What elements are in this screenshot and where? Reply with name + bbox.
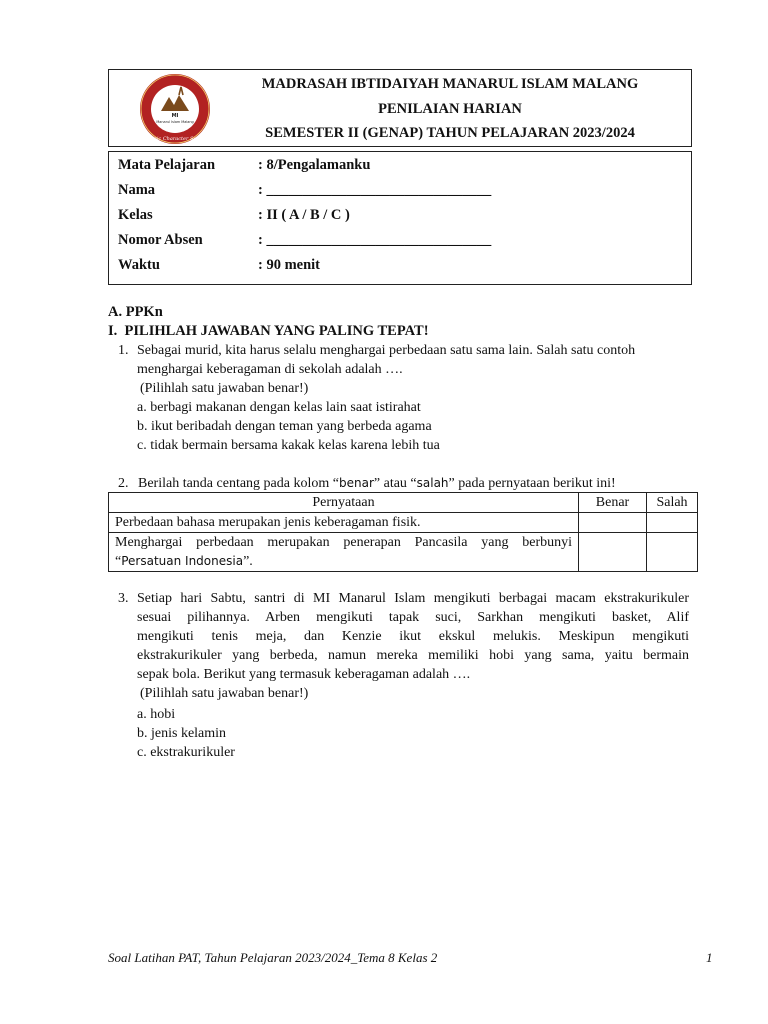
answer-option[interactable]: b. ikut beribadah dengan teman yang berbeda agama <box>137 419 432 434</box>
word-salah: salah <box>416 476 449 490</box>
question-text: sepak bola. Berikut yang termasuk keberagaman adalah …. <box>137 667 471 682</box>
statement-cell: Perbedaan bahasa merupakan jenis keberagaman fisik. <box>109 513 579 533</box>
footer-text: Soal Latihan PAT, Tahun Pelajaran 2023/2024_Tema 8 Kelas 2 <box>108 950 438 965</box>
question-text: ekstrakurikuler yang berbeda, namun mereka memiliki hobi yang sama, yaitu bermain <box>137 648 689 663</box>
answer-option[interactable]: b. jenis kelamin <box>137 726 227 741</box>
salah-checkbox-cell[interactable] <box>647 513 698 533</box>
part-heading: I. PILIHLAH JAWABAN YANG PALING TEPAT! <box>108 323 429 339</box>
benar-checkbox-cell[interactable] <box>579 533 647 572</box>
section-heading: A. PPKn <box>108 304 163 320</box>
info-label: Mata Pelajaran <box>118 157 216 173</box>
school-logo <box>139 73 211 145</box>
table-header-row <box>109 493 698 513</box>
statement-table <box>108 492 698 572</box>
question-text: Berilah tanda centang pada kolom “benar” atau “salah” pada pernyataan berikut ini! <box>138 476 616 491</box>
answer-option[interactable]: a. berbagi makanan dengan kelas lain saat istirahat <box>137 400 421 415</box>
question-text: menghargai keberagaman di sekolah adalah …. <box>137 362 403 377</box>
page-number: 1 <box>706 950 713 965</box>
semester-title: SEMESTER II (GENAP) TAHUN PELAJARAN 2023/2024 <box>265 125 635 141</box>
table-row <box>109 513 698 533</box>
benar-checkbox-cell[interactable] <box>579 513 647 533</box>
logo-motto: Islamic Character School <box>142 136 208 142</box>
question-hint: (Pilihlah satu jawaban benar!) <box>140 381 309 396</box>
answer-option[interactable]: a. hobi <box>137 707 176 722</box>
statement-line: “Persatuan Indonesia”. <box>115 554 253 569</box>
assessment-title: PENILAIAN HARIAN <box>378 100 522 117</box>
header-statement: Pernyataan <box>109 493 579 513</box>
info-label: Kelas <box>118 207 153 223</box>
school-name-heading: MADRASAH IBTIDAIYAH MANARUL ISLAM MALANG <box>261 76 639 92</box>
salah-checkbox-cell[interactable] <box>647 533 698 572</box>
question-text: mengikuti tenis meja, dan Kenzie ikut ekskul melukis. Meskipun mengikuti <box>137 629 689 644</box>
quoted-sila: Persatuan Indonesia <box>121 554 244 568</box>
question-number: 2. <box>118 476 129 491</box>
info-label: Nama <box>118 182 156 198</box>
word-benar: benar <box>338 476 374 490</box>
info-label: Waktu <box>118 257 160 273</box>
info-value: : 90 menit <box>258 257 321 273</box>
student-info-box <box>108 151 692 285</box>
info-value: : II ( A / B / C ) <box>258 207 350 223</box>
question-text: sesuai pilihannya. Arben mengikuti tapak suci, Sarkhan mengikuti basket, Alif <box>137 610 689 625</box>
statement-cell <box>109 533 579 572</box>
logo-school-short: MI <box>171 113 179 119</box>
header-box <box>108 69 692 147</box>
question-number: 1. <box>118 343 129 358</box>
question-hint: (Pilihlah satu jawaban benar!) <box>140 686 309 701</box>
absen-blank[interactable]: : _______________________________ <box>258 232 492 248</box>
info-label: Nomor Absen <box>118 232 203 248</box>
header-salah: Salah <box>647 493 698 513</box>
info-value: : 8/Pengalamanku <box>258 157 371 173</box>
question-text: Sebagai murid, kita harus selalu menghargai perbedaan satu sama lain. Salah satu contoh <box>137 343 636 358</box>
logo-school-name: Manarul Islam Malang <box>156 120 194 124</box>
name-blank[interactable]: : _______________________________ <box>258 182 492 198</box>
question-text: Setiap hari Sabtu, santri di MI Manarul Islam mengikuti berbagai macam ekstrakurikuler <box>137 591 689 606</box>
question-number: 3. <box>118 591 129 606</box>
answer-option[interactable]: c. tidak bermain bersama kakak kelas karena lebih tua <box>137 438 440 453</box>
table-row <box>109 533 698 572</box>
statement-line: Menghargai perbedaan merupakan penerapan Pancasila yang berbunyi <box>115 535 572 550</box>
header-benar: Benar <box>579 493 647 513</box>
answer-option[interactable]: c. ekstrakurikuler <box>137 745 235 760</box>
